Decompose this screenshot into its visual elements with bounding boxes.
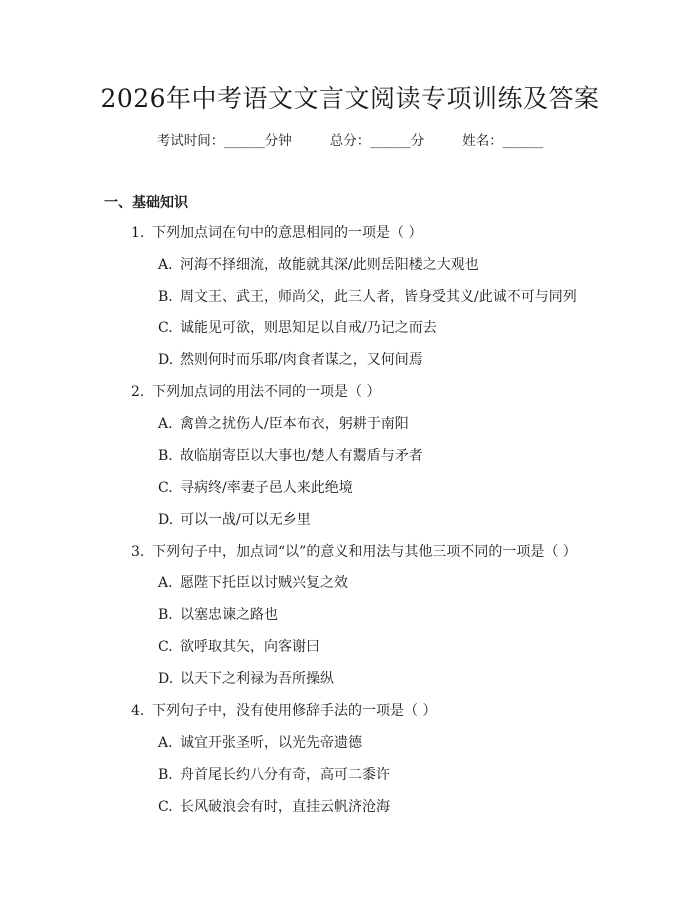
document-title: 2026年中考语文文言文阅读专项训练及答案	[100, 84, 600, 113]
option-text: 诚宜开张圣听，以光先帝遗德	[180, 735, 362, 751]
question-2	[131, 382, 380, 402]
option-letter: D.	[158, 352, 174, 368]
question-text: 下列加点词的用法不同的一项是（ ）	[152, 384, 381, 400]
question-3-option-a	[158, 573, 348, 593]
question-4-option-a	[158, 733, 362, 753]
option-text: 舟首尾长约八分有奇，高可二黍许	[180, 767, 390, 783]
question-3-option-d	[158, 669, 334, 689]
question-2-option-b	[158, 446, 423, 466]
question-1-option-c	[158, 318, 437, 338]
question-4	[131, 701, 436, 721]
question-3	[131, 542, 577, 562]
option-text: 诚能见可欲，则思知足以自戒/乃记之而去	[180, 320, 437, 336]
question-2-option-d	[158, 510, 311, 530]
question-text: 下列句子中，没有使用修辞手法的一项是（ ）	[152, 703, 437, 719]
option-text: 长风破浪会有时，直挂云帆济沧海	[180, 799, 390, 815]
option-letter: B.	[158, 767, 173, 783]
question-1-option-b	[158, 287, 577, 307]
option-letter: D.	[158, 512, 174, 528]
option-letter: B.	[158, 289, 173, 305]
option-letter: A.	[158, 257, 173, 273]
option-letter: A.	[158, 575, 173, 591]
question-text: 下列加点词在句中的意思相同的一项是（ ）	[152, 225, 423, 241]
question-number: 3.	[131, 544, 145, 560]
question-1	[131, 223, 422, 243]
option-text: 欲呼取其矢，向客谢曰	[180, 639, 320, 655]
question-3-option-c	[158, 637, 320, 657]
option-text: 禽兽之扰伤人/臣本布衣，躬耕于南阳	[180, 416, 409, 432]
question-number: 2.	[131, 384, 145, 400]
total-score-field: 总分：______分	[329, 133, 425, 149]
option-letter: B.	[158, 448, 173, 464]
question-4-option-b	[158, 765, 390, 785]
question-3-option-b	[158, 605, 278, 625]
section-title: 一、基础知识	[104, 195, 188, 211]
question-2-option-c	[158, 478, 353, 498]
question-number: 1.	[131, 225, 145, 241]
option-text: 可以一战/可以无乡里	[180, 512, 311, 528]
option-letter: A.	[158, 416, 173, 432]
question-number: 4.	[131, 703, 145, 719]
option-letter: C.	[158, 320, 173, 336]
exam-meta-line	[0, 131, 700, 151]
option-letter: A.	[158, 735, 173, 751]
question-1-option-d	[158, 350, 423, 370]
question-4-option-c	[158, 797, 390, 817]
option-letter: C.	[158, 639, 173, 655]
option-letter: D.	[158, 671, 174, 687]
question-1-option-a	[158, 255, 479, 275]
option-text: 以天下之利禄为吾所操纵	[180, 671, 334, 687]
option-text: 然则何时而乐耶/肉食者谋之，又何间焉	[180, 352, 423, 368]
exam-time-field: 考试时间：______分钟	[156, 133, 292, 149]
student-name-field: 姓名：______	[462, 133, 544, 149]
option-letter: C.	[158, 799, 173, 815]
option-text: 故临崩寄臣以大事也/楚人有鬻盾与矛者	[180, 448, 423, 464]
option-text: 寻病终/率妻子邑人来此绝境	[180, 480, 353, 496]
option-text: 周文王、武王，师尚父，此三人者，皆身受其义/此诚不可与同列	[180, 289, 577, 305]
option-text: 河海不择细流，故能就其深/此则岳阳楼之大观也	[180, 257, 479, 273]
option-letter: B.	[158, 607, 173, 623]
option-letter: C.	[158, 480, 173, 496]
option-text: 以塞忠谏之路也	[180, 607, 278, 623]
question-text: 下列句子中，加点词“以”的意义和用法与其他三项不同的一项是（ ）	[152, 544, 577, 560]
question-2-option-a	[158, 414, 409, 434]
option-text: 愿陛下托臣以讨贼兴复之效	[180, 575, 348, 591]
